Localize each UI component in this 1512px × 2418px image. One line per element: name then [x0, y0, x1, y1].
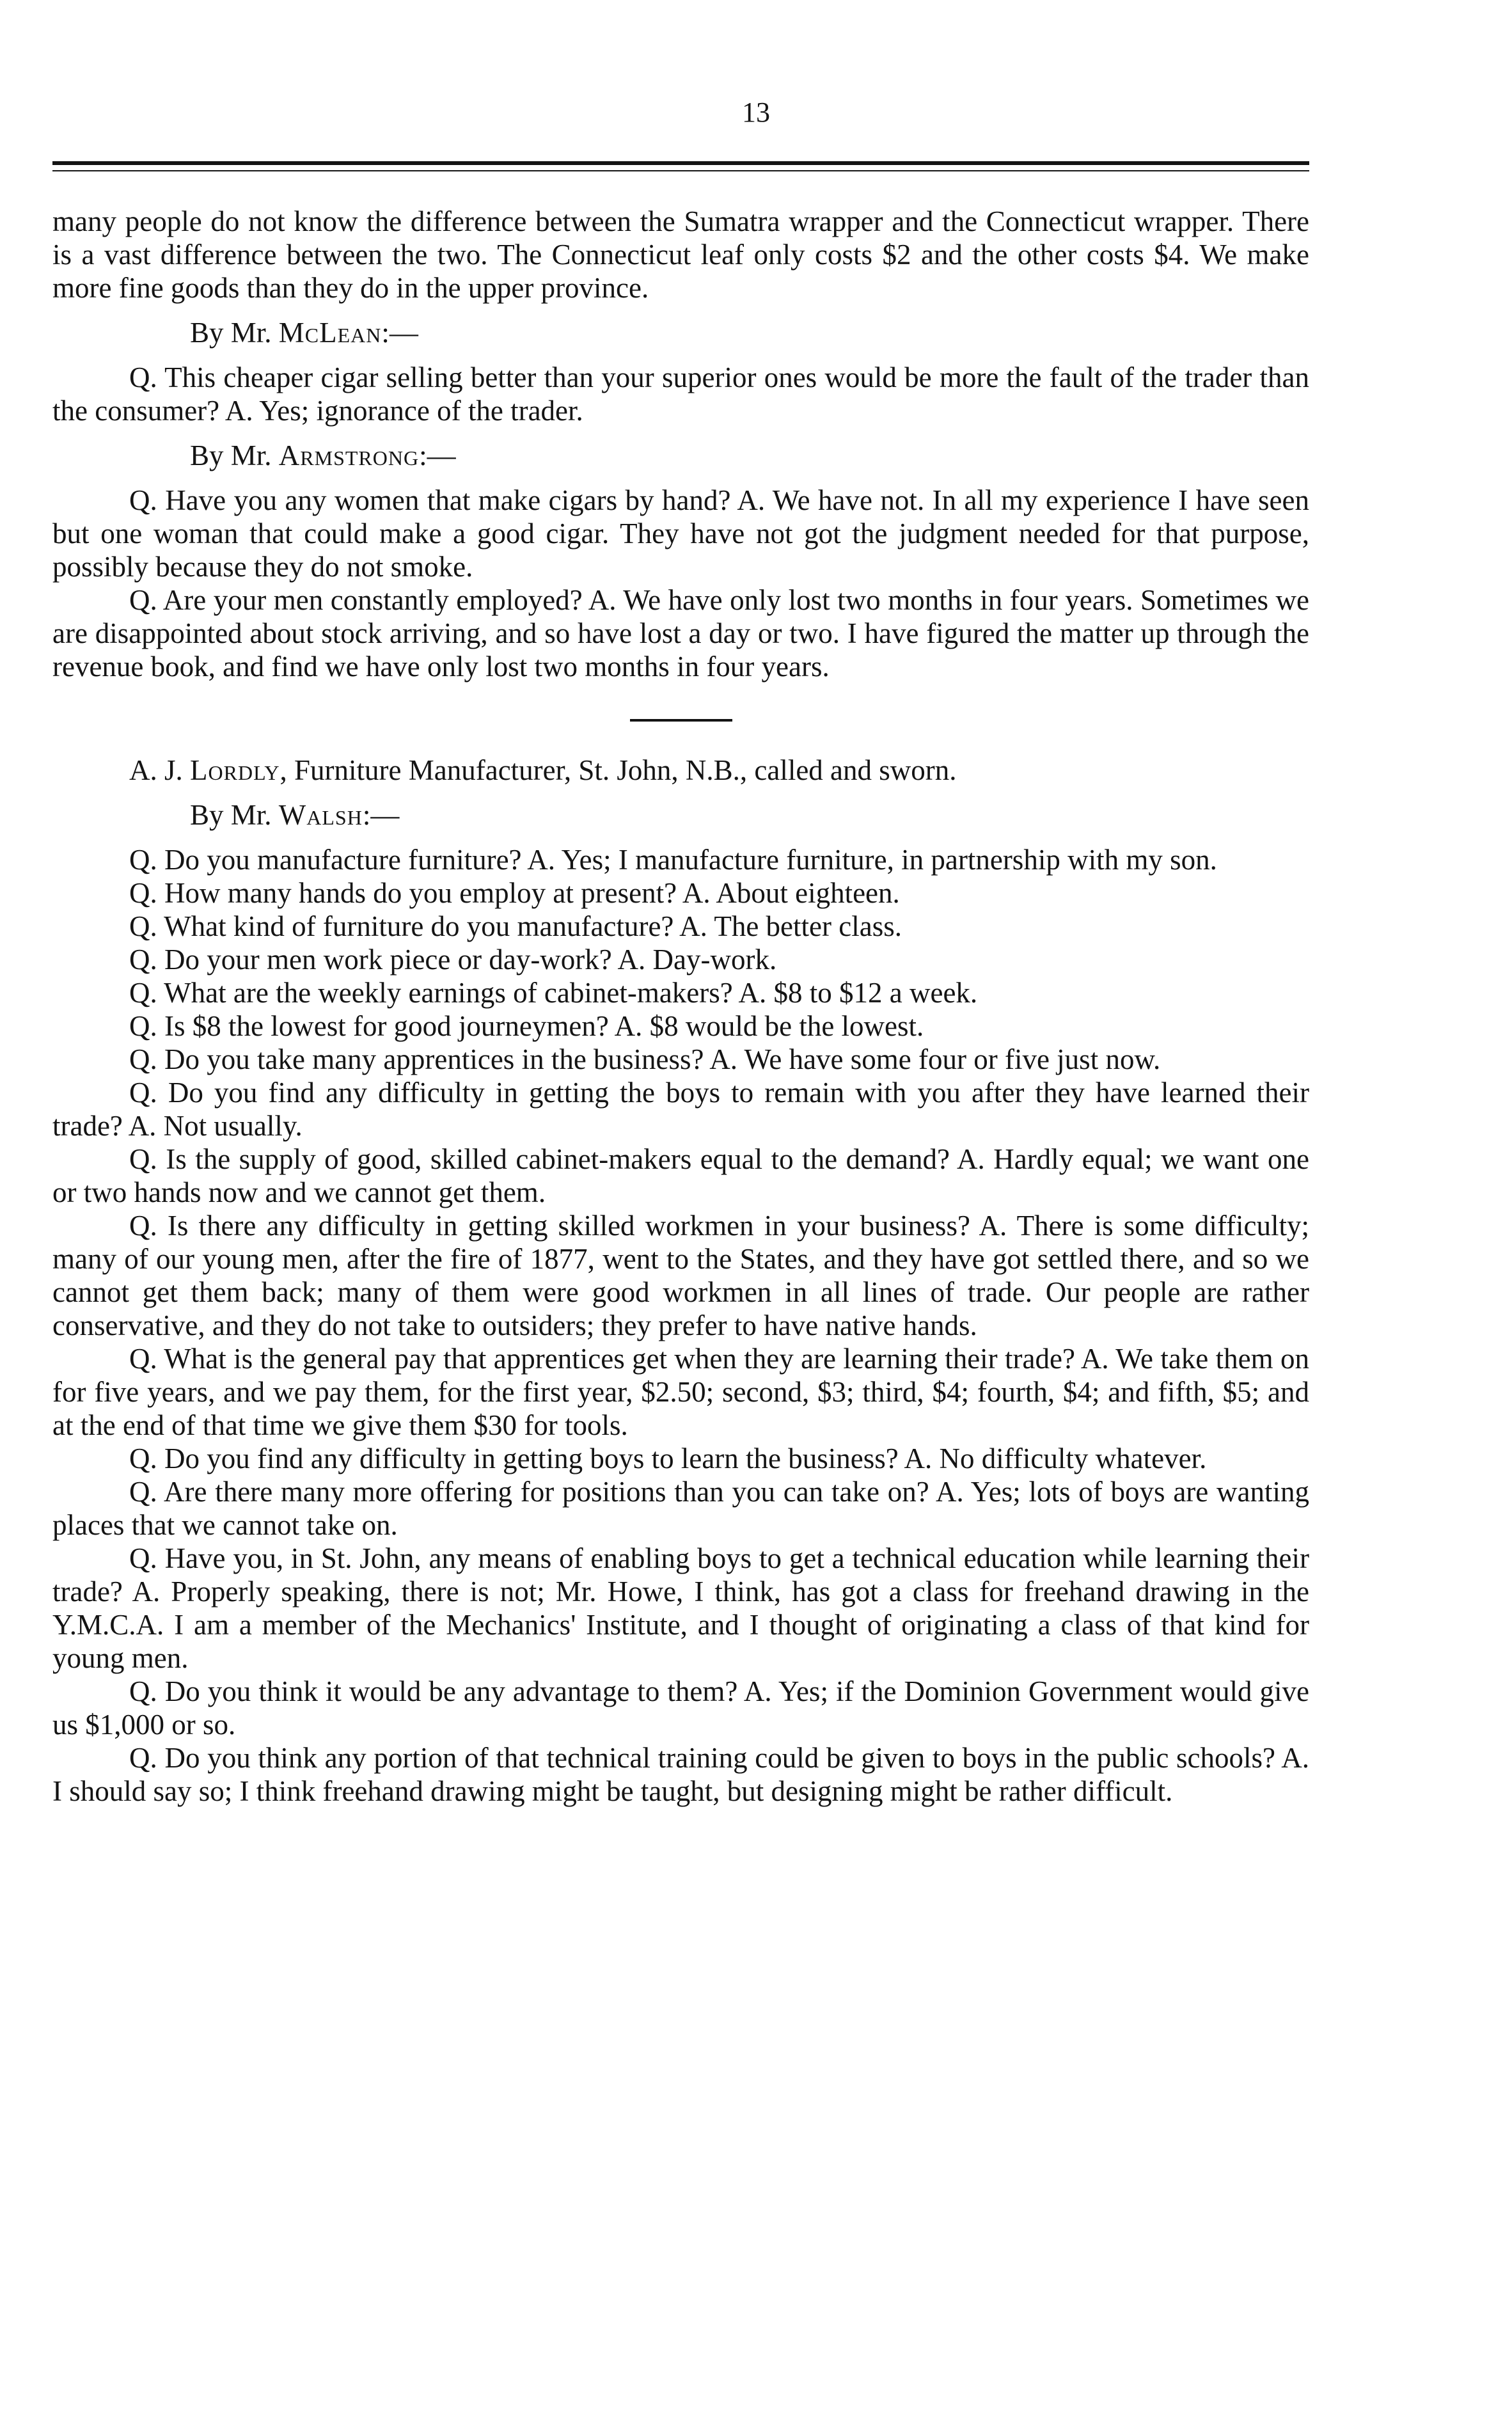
paragraph: Q. Is $8 the lowest for good journeymen? A. $8 would be the lowest.: [129, 1010, 924, 1042]
paragraph: Q. Do you take many apprentices in the business? A. We have some four or five just now.: [129, 1043, 1161, 1075]
paragraph: Q. Is there any difficulty in getting skilled workmen in your business? A. There is some difficulty; many of our young men, after the fire of 1877, went to the States, and they have got settled there, and so we cannot get them back; many of them were good workmen in all lines of trade. Our people are rather conservative, and they do not take to outsiders; they prefer to have native hands.: [52, 1210, 1309, 1341]
paragraph: Q. Is the supply of good, skilled cabinet-makers equal to the demand? A. Hardly equal; we want one or two hands now and we cannot get them.: [52, 1143, 1309, 1208]
paragraph: Q. Have you any women that make cigars by hand? A. We have not. In all my experience I have seen but one woman that could make a good cigar. They have not got the judgment needed for that purpose, possibly because they do not smoke.: [52, 484, 1309, 583]
header-rule-thin: [52, 170, 1309, 171]
examiner-heading: [190, 316, 1309, 349]
section-separator: [630, 719, 732, 722]
witness-name: Lordly: [190, 754, 280, 786]
paragraph: Q. Are there many more offering for positions than you can take on? A. Yes; lots of boys are wanting places that we cannot take on.: [52, 1476, 1309, 1541]
examiner-suffix: :—: [362, 799, 400, 831]
paragraph: Q. Do you think any portion of that technical training could be given to boys in the public schools? A. I should say so; I think freehand drawing might be taught, but designing might be rather difficult.: [52, 1742, 1309, 1807]
examiner-name: McLean: [278, 317, 382, 349]
examiner-suffix: :—: [381, 317, 418, 349]
examiner-suffix: :—: [419, 439, 456, 471]
paragraph: Q. Do you find any difficulty in getting the boys to remain with you after they have learned their trade? A. Not usually.: [52, 1077, 1309, 1142]
paragraph: Q. This cheaper cigar selling better than your superior ones would be more the fault of the trader than the consumer? A. Yes; ignorance of the trader.: [52, 361, 1309, 427]
witness-initials: A. J.: [129, 754, 183, 786]
examiner-heading: [190, 439, 1309, 472]
witness-heading: [52, 754, 1309, 787]
paragraph: Q. Do you think it would be any advantage to them? A. Yes; if the Dominion Government would give us $1,000 or so.: [52, 1675, 1309, 1741]
examiner-heading: [190, 798, 1309, 832]
examiner-prefix: By Mr.: [190, 317, 272, 349]
paragraph: Q. Do you manufacture furniture? A. Yes; I manufacture furniture, in partnership with my son.: [129, 844, 1217, 876]
paragraph: Q. What kind of furniture do you manufacture? A. The better class.: [129, 910, 902, 942]
paragraph: Q. Are your men constantly employed? A. We have only lost two months in four years. Sometimes we are disappointed about stock arriving, and so have lost a day or two. I have figured the matter up through the revenue book, and find we have only lost two months in four years.: [52, 584, 1309, 683]
paragraph: Q. What is the general pay that apprentices get when they are learning their trade? A. We take them on for five years, and we pay them, for the first year, $2.50; second, $3; third, $4; fourth, $4; and fifth, $5; and at the end of that time we give them $30 for tools.: [52, 1343, 1309, 1441]
paragraph: Q. Do your men work piece or day-work? A. Day-work.: [129, 944, 777, 976]
paragraph: Q. Have you, in St. John, any means of enabling boys to get a technical education while learning their trade? A. Properly speaking, there is not; Mr. Howe, I think, has got a class for freehand drawing in the Y.M.C.A. I am a member of the Mechanics' Institute, and I thought of originating a class of that kind for young men.: [52, 1542, 1309, 1674]
paragraph: Q. Do you find any difficulty in getting boys to learn the business? A. No difficulty whatever.: [129, 1442, 1207, 1474]
examiner-prefix: By Mr.: [190, 799, 272, 831]
examiner-prefix: By Mr.: [190, 439, 272, 471]
paragraph: Q. What are the weekly earnings of cabinet-makers? A. $8 to $12 a week.: [129, 977, 978, 1009]
page-number: 13: [742, 97, 770, 128]
header-rule: [52, 161, 1309, 165]
paragraph: Q. How many hands do you employ at present? A. About eighteen.: [129, 877, 900, 909]
witness-description: , Furniture Manufacturer, St. John, N.B., called and sworn.: [280, 754, 957, 786]
examiner-name: Walsh: [278, 799, 363, 831]
document-body: [52, 205, 1309, 1808]
paragraph: many people do not know the difference between the Sumatra wrapper and the Connecticut wrapper. There is a vast difference between the two. The Connecticut leaf only costs $2 and the other costs $4. We make more fine goods than they do in the upper province.: [52, 205, 1309, 304]
examiner-name: Armstrong: [278, 439, 420, 471]
